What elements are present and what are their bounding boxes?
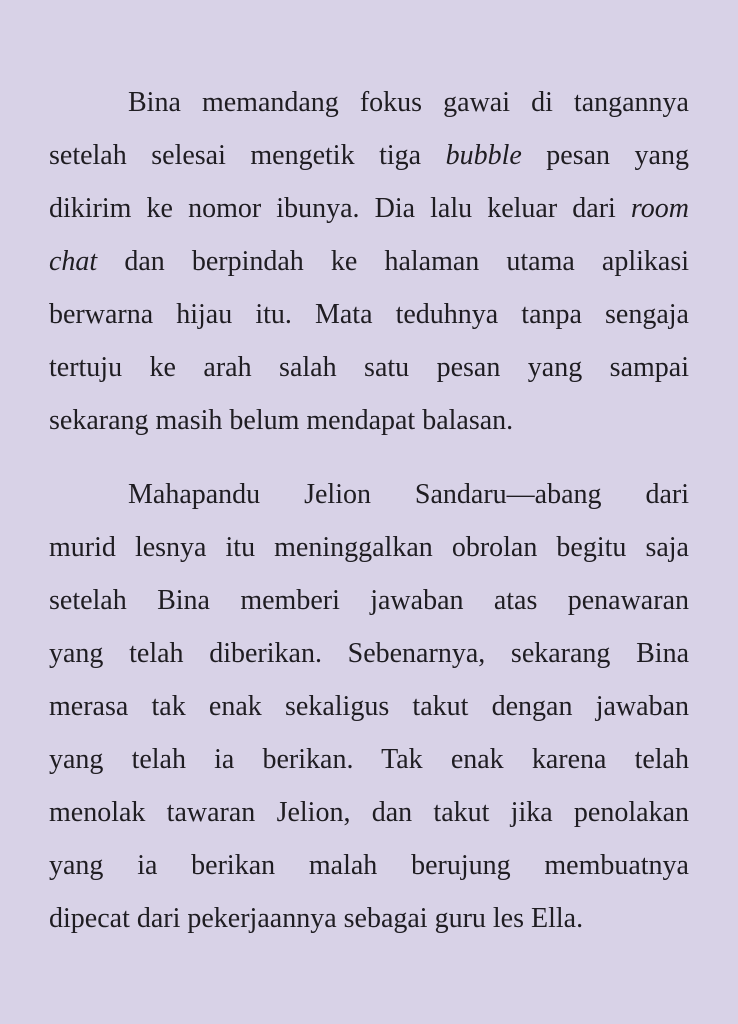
text-line (49, 235, 689, 288)
text-run: dikirim ke nomor ibunya. Dia lalu keluar dari (49, 193, 631, 224)
text-run: sekarang masih belum mendapat balasan. (49, 405, 514, 436)
italic-run: chat (49, 246, 98, 277)
text-line (49, 468, 689, 521)
text-run: yang telah diberikan. Sebenarnya, sekarang Bina (49, 638, 689, 669)
italic-run: bubble (445, 140, 522, 171)
text-run: yang ia berikan malah berujung membuatnya (49, 850, 689, 881)
text-run: dan berpindah ke halaman utama aplikasi (97, 246, 689, 277)
text-run: murid lesnya itu meninggalkan obrolan begitu saja (49, 532, 689, 563)
text-line (49, 839, 689, 892)
text-run: Bina memandang fokus gawai di tangannya (128, 87, 689, 118)
text-line (49, 680, 689, 733)
text-run: setelah selesai mengetik tiga (49, 140, 446, 171)
document-body (49, 76, 689, 945)
text-line (49, 182, 689, 235)
text-line (49, 627, 689, 680)
text-line (49, 574, 689, 627)
text-line (49, 521, 689, 574)
text-run: Mahapandu Jelion Sandaru—abang dari (128, 479, 689, 510)
italic-run: room (630, 193, 689, 224)
text-run: berwarna hijau itu. Mata teduhnya tanpa sengaja (49, 299, 689, 330)
paragraph-2 (49, 468, 689, 945)
text-line (49, 76, 689, 129)
text-run: tertuju ke arah salah satu pesan yang sampai (49, 352, 689, 383)
paragraph-1 (49, 76, 689, 447)
text-line (49, 129, 689, 182)
text-run: setelah Bina memberi jawaban atas penawaran (49, 585, 689, 616)
text-line (49, 733, 689, 786)
text-line (49, 341, 689, 394)
text-run: menolak tawaran Jelion, dan takut jika penolakan (49, 797, 689, 828)
text-line (49, 288, 689, 341)
text-line (49, 394, 689, 447)
text-line (49, 786, 689, 839)
text-line (49, 892, 689, 945)
text-run: merasa tak enak sekaligus takut dengan jawaban (49, 691, 689, 722)
text-run: yang telah ia berikan. Tak enak karena telah (49, 744, 689, 775)
text-run: dipecat dari pekerjaannya sebagai guru les Ella. (49, 903, 584, 934)
text-run: pesan yang (521, 140, 689, 171)
